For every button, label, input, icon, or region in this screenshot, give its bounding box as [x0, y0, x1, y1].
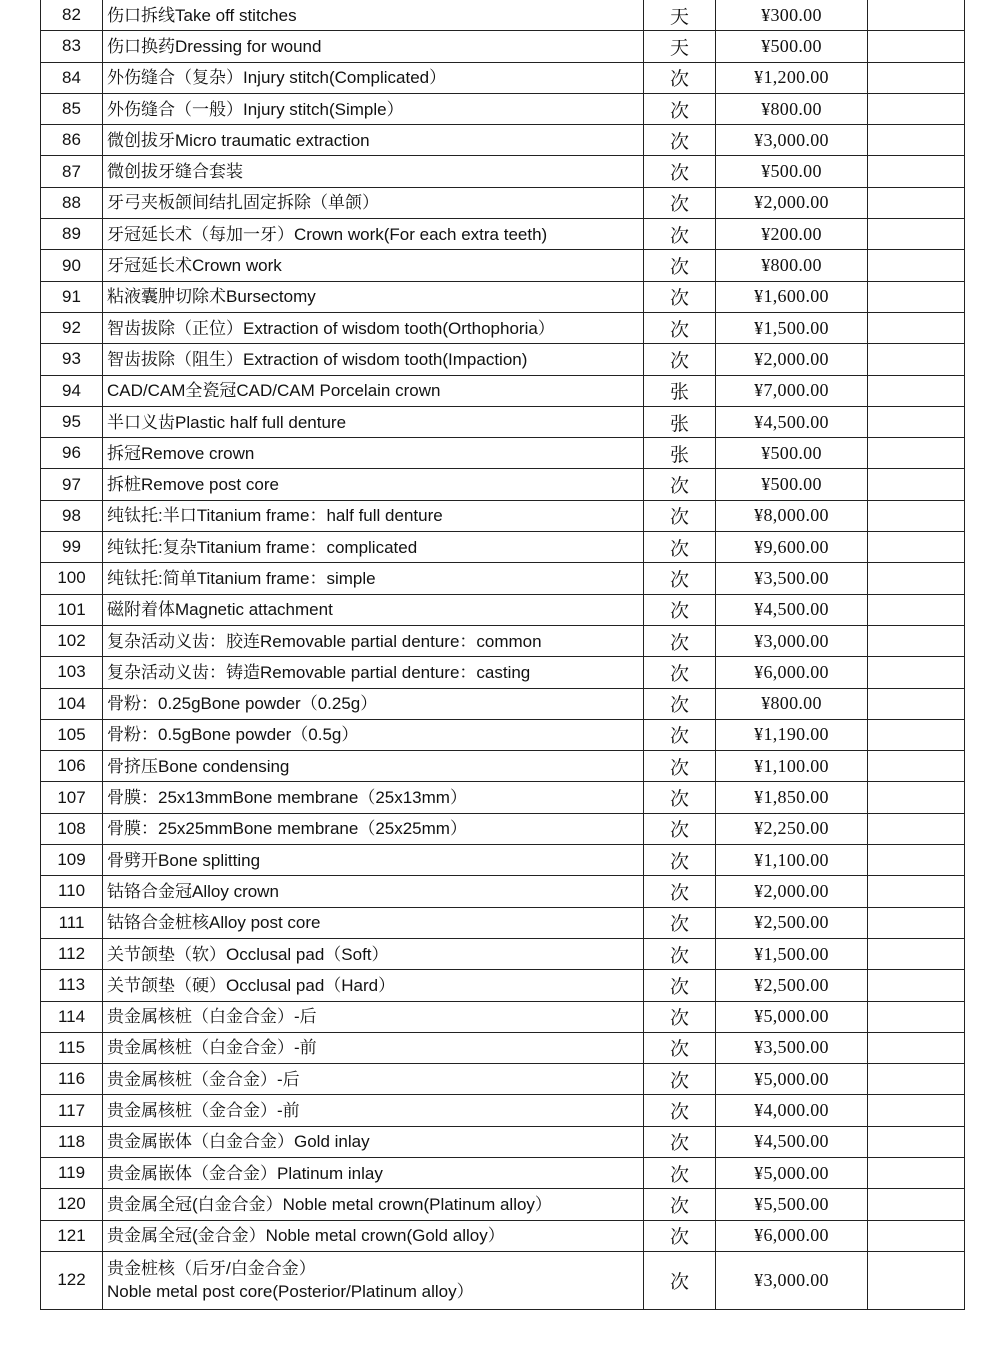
item-name: 骨膜：25x13mmBone membrane（25x13mm） — [107, 788, 467, 808]
table-row — [41, 563, 965, 594]
item-unit: 张 — [644, 375, 716, 406]
item-note-cell — [868, 469, 965, 500]
item-name-cell — [103, 813, 644, 844]
item-number: 100 — [41, 563, 103, 594]
item-number: 86 — [41, 125, 103, 156]
item-name-cell — [103, 1032, 644, 1063]
item-unit: 次 — [644, 1157, 716, 1188]
item-price: ¥3,000.00 — [716, 625, 868, 656]
item-unit: 天 — [644, 0, 716, 31]
table-row — [41, 1095, 965, 1126]
item-note-cell — [868, 782, 965, 813]
item-name: 外伤缝合（复杂）Injury stitch(Complicated） — [107, 68, 447, 88]
item-note-cell — [868, 657, 965, 688]
item-unit: 次 — [644, 594, 716, 625]
table-row — [41, 751, 965, 782]
item-unit: 次 — [644, 876, 716, 907]
item-name: 智齿拔除（阻生）Extraction of wisdom tooth(Impaction) — [107, 349, 528, 369]
item-name-cell — [103, 312, 644, 343]
table-row — [41, 93, 965, 124]
item-name: 外伤缝合（一般）Injury stitch(Simple） — [107, 99, 404, 119]
item-name-cell — [103, 1001, 644, 1032]
item-name-cell — [103, 876, 644, 907]
item-unit: 次 — [644, 250, 716, 281]
item-unit: 次 — [644, 500, 716, 531]
item-name: 伤口换药Dressing for wound — [107, 36, 322, 56]
item-price: ¥1,600.00 — [716, 281, 868, 312]
item-name: 贵金桩核（后牙/白金合金） — [107, 1259, 316, 1279]
item-name-cell — [103, 688, 644, 719]
item-number: 102 — [41, 625, 103, 656]
item-name: 复杂活动义齿：铸造Removable partial denture：casting — [107, 662, 531, 682]
item-name: CAD/CAM全瓷冠CAD/CAM Porcelain crown — [107, 381, 441, 401]
item-price: ¥1,850.00 — [716, 782, 868, 813]
item-name: 磁附着体Magnetic attachment — [107, 600, 333, 620]
item-number: 107 — [41, 782, 103, 813]
item-note-cell — [868, 1220, 965, 1251]
table-row — [41, 938, 965, 969]
table-row — [41, 62, 965, 93]
item-price: ¥4,500.00 — [716, 594, 868, 625]
item-name: 微创拔牙缝合套装 — [107, 162, 243, 182]
item-name-cell — [103, 469, 644, 500]
item-note-cell — [868, 1001, 965, 1032]
item-note-cell — [868, 876, 965, 907]
item-name-cell — [103, 406, 644, 437]
item-name-cell — [103, 281, 644, 312]
table-row — [41, 344, 965, 375]
item-price: ¥6,000.00 — [716, 1220, 868, 1251]
item-name-cell — [103, 751, 644, 782]
item-name: 伤口拆线Take off stitches — [107, 5, 297, 25]
item-name-cell — [103, 375, 644, 406]
item-note-cell — [868, 93, 965, 124]
item-price: ¥500.00 — [716, 31, 868, 62]
item-note-cell — [868, 438, 965, 469]
item-number: 88 — [41, 187, 103, 218]
item-number: 106 — [41, 751, 103, 782]
table-row — [41, 594, 965, 625]
item-note-cell — [868, 907, 965, 938]
item-unit: 次 — [644, 970, 716, 1001]
item-price: ¥4,500.00 — [716, 406, 868, 437]
item-name: 纯钛托:半口Titanium frame：half full denture — [107, 506, 443, 526]
item-name: 关节颌垫（硬）Occlusal pad（Hard） — [107, 975, 396, 995]
item-number: 93 — [41, 344, 103, 375]
item-price: ¥1,500.00 — [716, 312, 868, 343]
item-number: 118 — [41, 1126, 103, 1157]
item-number: 87 — [41, 156, 103, 187]
item-note-cell — [868, 219, 965, 250]
item-price: ¥300.00 — [716, 0, 868, 31]
item-name-cell — [103, 219, 644, 250]
item-name-line2: Noble metal post core(Posterior/Platinum alloy） — [107, 1282, 474, 1302]
table-row — [41, 1001, 965, 1032]
item-name: 贵金属嵌体（金合金）Platinum inlay — [107, 1163, 383, 1183]
item-unit: 次 — [644, 532, 716, 563]
item-note-cell — [868, 719, 965, 750]
item-unit: 次 — [644, 219, 716, 250]
item-name-cell — [103, 594, 644, 625]
item-unit: 次 — [644, 657, 716, 688]
item-note-cell — [868, 1032, 965, 1063]
item-unit: 次 — [644, 62, 716, 93]
item-name-cell — [103, 1126, 644, 1157]
item-price: ¥500.00 — [716, 156, 868, 187]
item-name-cell — [103, 782, 644, 813]
item-name: 骨粉：0.5gBone powder（0.5g） — [107, 725, 359, 745]
item-unit: 次 — [644, 344, 716, 375]
item-name: 牙弓夹板颌间结扎固定拆除（单颌） — [107, 193, 379, 213]
item-number: 85 — [41, 93, 103, 124]
item-unit: 次 — [644, 782, 716, 813]
item-note-cell — [868, 312, 965, 343]
item-name-cell — [103, 438, 644, 469]
item-name-cell — [103, 344, 644, 375]
item-name: 贵金属全冠(白金合金）Noble metal crown(Platinum alloy） — [107, 1194, 552, 1214]
item-note-cell — [868, 406, 965, 437]
table-row — [41, 688, 965, 719]
table-body — [41, 0, 965, 1309]
item-note-cell — [868, 344, 965, 375]
table-row — [41, 31, 965, 62]
item-price: ¥8,000.00 — [716, 500, 868, 531]
item-price: ¥2,000.00 — [716, 344, 868, 375]
item-unit: 张 — [644, 438, 716, 469]
item-name: 钴铬合金桩核Alloy post core — [107, 913, 321, 933]
item-price: ¥1,100.00 — [716, 751, 868, 782]
item-number: 116 — [41, 1064, 103, 1095]
item-number: 90 — [41, 250, 103, 281]
item-name: 拆冠Remove crown — [107, 443, 255, 463]
item-unit: 次 — [644, 1220, 716, 1251]
item-name: 贵金属嵌体（白金合金）Gold inlay — [107, 1132, 370, 1152]
price-table — [40, 0, 965, 1310]
item-note-cell — [868, 688, 965, 719]
item-number: 95 — [41, 406, 103, 437]
item-name-cell — [103, 563, 644, 594]
item-name: 钴铬合金冠Alloy crown — [107, 881, 279, 901]
item-note-cell — [868, 845, 965, 876]
item-name: 贵金属核桩（白金合金）-后 — [107, 1007, 317, 1027]
item-name-cell — [103, 970, 644, 1001]
table-row — [41, 970, 965, 1001]
item-price: ¥2,000.00 — [716, 187, 868, 218]
table-row — [41, 0, 965, 31]
item-number: 109 — [41, 845, 103, 876]
item-number: 120 — [41, 1189, 103, 1220]
item-unit: 次 — [644, 1126, 716, 1157]
item-note-cell — [868, 375, 965, 406]
item-name: 骨粉：0.25gBone powder（0.25g） — [107, 694, 378, 714]
item-price: ¥3,500.00 — [716, 1032, 868, 1063]
item-name-cell — [103, 657, 644, 688]
item-name-cell — [103, 1157, 644, 1188]
item-number: 83 — [41, 31, 103, 62]
item-note-cell — [868, 970, 965, 1001]
table-row — [41, 1126, 965, 1157]
item-name-cell — [103, 0, 644, 31]
item-name-cell — [103, 532, 644, 563]
item-unit: 次 — [644, 1064, 716, 1095]
item-price: ¥5,000.00 — [716, 1001, 868, 1032]
item-note-cell — [868, 281, 965, 312]
item-price: ¥500.00 — [716, 438, 868, 469]
table-row — [41, 469, 965, 500]
item-price: ¥3,000.00 — [716, 125, 868, 156]
item-unit: 天 — [644, 31, 716, 62]
item-name: 关节颌垫（软）Occlusal pad（Soft） — [107, 944, 389, 964]
item-name-cell — [103, 1189, 644, 1220]
item-note-cell — [868, 156, 965, 187]
item-unit: 次 — [644, 563, 716, 594]
item-note-cell — [868, 1251, 965, 1309]
item-name: 粘液囊肿切除术Bursectomy — [107, 287, 316, 307]
item-note-cell — [868, 0, 965, 31]
item-name-cell — [103, 156, 644, 187]
item-note-cell — [868, 250, 965, 281]
item-note-cell — [868, 1189, 965, 1220]
item-name: 牙冠延长术（每加一牙）Crown work(For each extra teeth) — [107, 224, 548, 244]
item-note-cell — [868, 31, 965, 62]
item-name: 半口义齿Plastic half full denture — [107, 412, 347, 432]
item-unit: 次 — [644, 1251, 716, 1309]
item-number: 111 — [41, 907, 103, 938]
item-unit: 次 — [644, 719, 716, 750]
item-unit: 次 — [644, 281, 716, 312]
item-price: ¥2,000.00 — [716, 876, 868, 907]
item-number: 110 — [41, 876, 103, 907]
item-name: 骨劈开Bone splitting — [107, 850, 261, 870]
item-note-cell — [868, 500, 965, 531]
item-name: 骨膜：25x25mmBone membrane（25x25mm） — [107, 819, 467, 839]
item-note-cell — [868, 751, 965, 782]
item-number: 99 — [41, 532, 103, 563]
item-name: 贵金属核桩（金合金）-前 — [107, 1101, 300, 1121]
item-name-cell — [103, 1251, 644, 1309]
item-unit: 次 — [644, 1095, 716, 1126]
item-note-cell — [868, 813, 965, 844]
table-row — [41, 782, 965, 813]
item-number: 89 — [41, 219, 103, 250]
item-note-cell — [868, 625, 965, 656]
table-row — [41, 187, 965, 218]
item-number: 117 — [41, 1095, 103, 1126]
item-name: 微创拔牙Micro traumatic extraction — [107, 130, 370, 150]
item-name-cell — [103, 845, 644, 876]
item-name: 拆桩Remove post core — [107, 475, 279, 495]
item-price: ¥5,500.00 — [716, 1189, 868, 1220]
item-note-cell — [868, 1095, 965, 1126]
table-row — [41, 907, 965, 938]
item-price: ¥1,200.00 — [716, 62, 868, 93]
item-name: 骨挤压Bone condensing — [107, 756, 290, 776]
item-number: 105 — [41, 719, 103, 750]
item-price: ¥9,600.00 — [716, 532, 868, 563]
item-name-cell — [103, 31, 644, 62]
item-name-cell — [103, 719, 644, 750]
table-row — [41, 719, 965, 750]
item-number: 94 — [41, 375, 103, 406]
table-row — [41, 281, 965, 312]
item-name-cell — [103, 93, 644, 124]
item-name-cell — [103, 938, 644, 969]
item-name: 智齿拔除（正位）Extraction of wisdom tooth(Orthophoria） — [107, 318, 555, 338]
item-number: 103 — [41, 657, 103, 688]
item-name-cell — [103, 125, 644, 156]
item-number: 91 — [41, 281, 103, 312]
item-note-cell — [868, 532, 965, 563]
table-row — [41, 125, 965, 156]
item-unit: 次 — [644, 625, 716, 656]
item-unit: 次 — [644, 1189, 716, 1220]
item-name-cell — [103, 625, 644, 656]
item-name-cell — [103, 1220, 644, 1251]
item-number: 115 — [41, 1032, 103, 1063]
item-price: ¥7,000.00 — [716, 375, 868, 406]
item-note-cell — [868, 62, 965, 93]
item-price: ¥800.00 — [716, 688, 868, 719]
item-name-cell — [103, 62, 644, 93]
item-price: ¥2,250.00 — [716, 813, 868, 844]
item-unit: 次 — [644, 813, 716, 844]
table-row — [41, 406, 965, 437]
item-name: 贵金属核桩（金合金）-后 — [107, 1069, 300, 1089]
item-note-cell — [868, 1126, 965, 1157]
item-price: ¥3,500.00 — [716, 563, 868, 594]
table-row — [41, 1157, 965, 1188]
item-unit: 次 — [644, 312, 716, 343]
item-number: 96 — [41, 438, 103, 469]
item-number: 98 — [41, 500, 103, 531]
table-row — [41, 1189, 965, 1220]
item-note-cell — [868, 938, 965, 969]
item-note-cell — [868, 1157, 965, 1188]
item-unit: 次 — [644, 125, 716, 156]
item-number: 114 — [41, 1001, 103, 1032]
item-name-cell — [103, 907, 644, 938]
item-name-cell — [103, 250, 644, 281]
item-unit: 次 — [644, 187, 716, 218]
item-price: ¥800.00 — [716, 93, 868, 124]
item-price: ¥5,000.00 — [716, 1157, 868, 1188]
item-number: 122 — [41, 1251, 103, 1309]
table-row — [41, 438, 965, 469]
item-price: ¥200.00 — [716, 219, 868, 250]
item-price: ¥4,000.00 — [716, 1095, 868, 1126]
item-price: ¥500.00 — [716, 469, 868, 500]
item-number: 119 — [41, 1157, 103, 1188]
item-price: ¥1,500.00 — [716, 938, 868, 969]
item-unit: 次 — [644, 845, 716, 876]
table-row — [41, 219, 965, 250]
table-row — [41, 813, 965, 844]
item-unit: 次 — [644, 688, 716, 719]
item-price: ¥5,000.00 — [716, 1064, 868, 1095]
item-note-cell — [868, 187, 965, 218]
table-row — [41, 1032, 965, 1063]
item-price: ¥1,190.00 — [716, 719, 868, 750]
item-name-cell — [103, 187, 644, 218]
table-row — [41, 500, 965, 531]
table-row — [41, 625, 965, 656]
item-price: ¥2,500.00 — [716, 907, 868, 938]
table-row — [41, 312, 965, 343]
item-unit: 次 — [644, 156, 716, 187]
item-note-cell — [868, 125, 965, 156]
item-number: 82 — [41, 0, 103, 31]
item-unit: 次 — [644, 1001, 716, 1032]
item-name: 贵金属核桩（白金合金）-前 — [107, 1038, 317, 1058]
item-note-cell — [868, 1064, 965, 1095]
item-unit: 次 — [644, 938, 716, 969]
item-price: ¥3,000.00 — [716, 1251, 868, 1309]
item-unit: 次 — [644, 469, 716, 500]
item-price: ¥4,500.00 — [716, 1126, 868, 1157]
item-number: 108 — [41, 813, 103, 844]
item-unit: 次 — [644, 751, 716, 782]
item-unit: 次 — [644, 907, 716, 938]
table-row — [41, 657, 965, 688]
item-name: 复杂活动义齿：胶连Removable partial denture：common — [107, 631, 542, 651]
table-row — [41, 250, 965, 281]
table-row — [41, 845, 965, 876]
item-price: ¥1,100.00 — [716, 845, 868, 876]
item-number: 84 — [41, 62, 103, 93]
item-price: ¥6,000.00 — [716, 657, 868, 688]
item-name: 牙冠延长术Crown work — [107, 256, 282, 276]
item-name-cell — [103, 1064, 644, 1095]
item-unit: 次 — [644, 93, 716, 124]
item-number: 101 — [41, 594, 103, 625]
table-row — [41, 876, 965, 907]
item-note-cell — [868, 594, 965, 625]
item-price: ¥2,500.00 — [716, 970, 868, 1001]
item-price: ¥800.00 — [716, 250, 868, 281]
item-name-cell — [103, 500, 644, 531]
item-unit: 张 — [644, 406, 716, 437]
item-number: 92 — [41, 312, 103, 343]
table-row — [41, 1220, 965, 1251]
table-row — [41, 532, 965, 563]
item-number: 113 — [41, 970, 103, 1001]
item-name-cell — [103, 1095, 644, 1126]
item-name: 纯钛托:简单Titanium frame：simple — [107, 568, 376, 588]
item-note-cell — [868, 563, 965, 594]
item-name: 贵金属全冠(金合金）Noble metal crown(Gold alloy） — [107, 1226, 505, 1246]
table-row — [41, 156, 965, 187]
item-number: 97 — [41, 469, 103, 500]
table-row — [41, 375, 965, 406]
item-name: 纯钛托:复杂Titanium frame：complicated — [107, 537, 418, 557]
item-number: 112 — [41, 938, 103, 969]
item-number: 121 — [41, 1220, 103, 1251]
item-number: 104 — [41, 688, 103, 719]
table-row — [41, 1064, 965, 1095]
table-row — [41, 1251, 965, 1309]
item-unit: 次 — [644, 1032, 716, 1063]
